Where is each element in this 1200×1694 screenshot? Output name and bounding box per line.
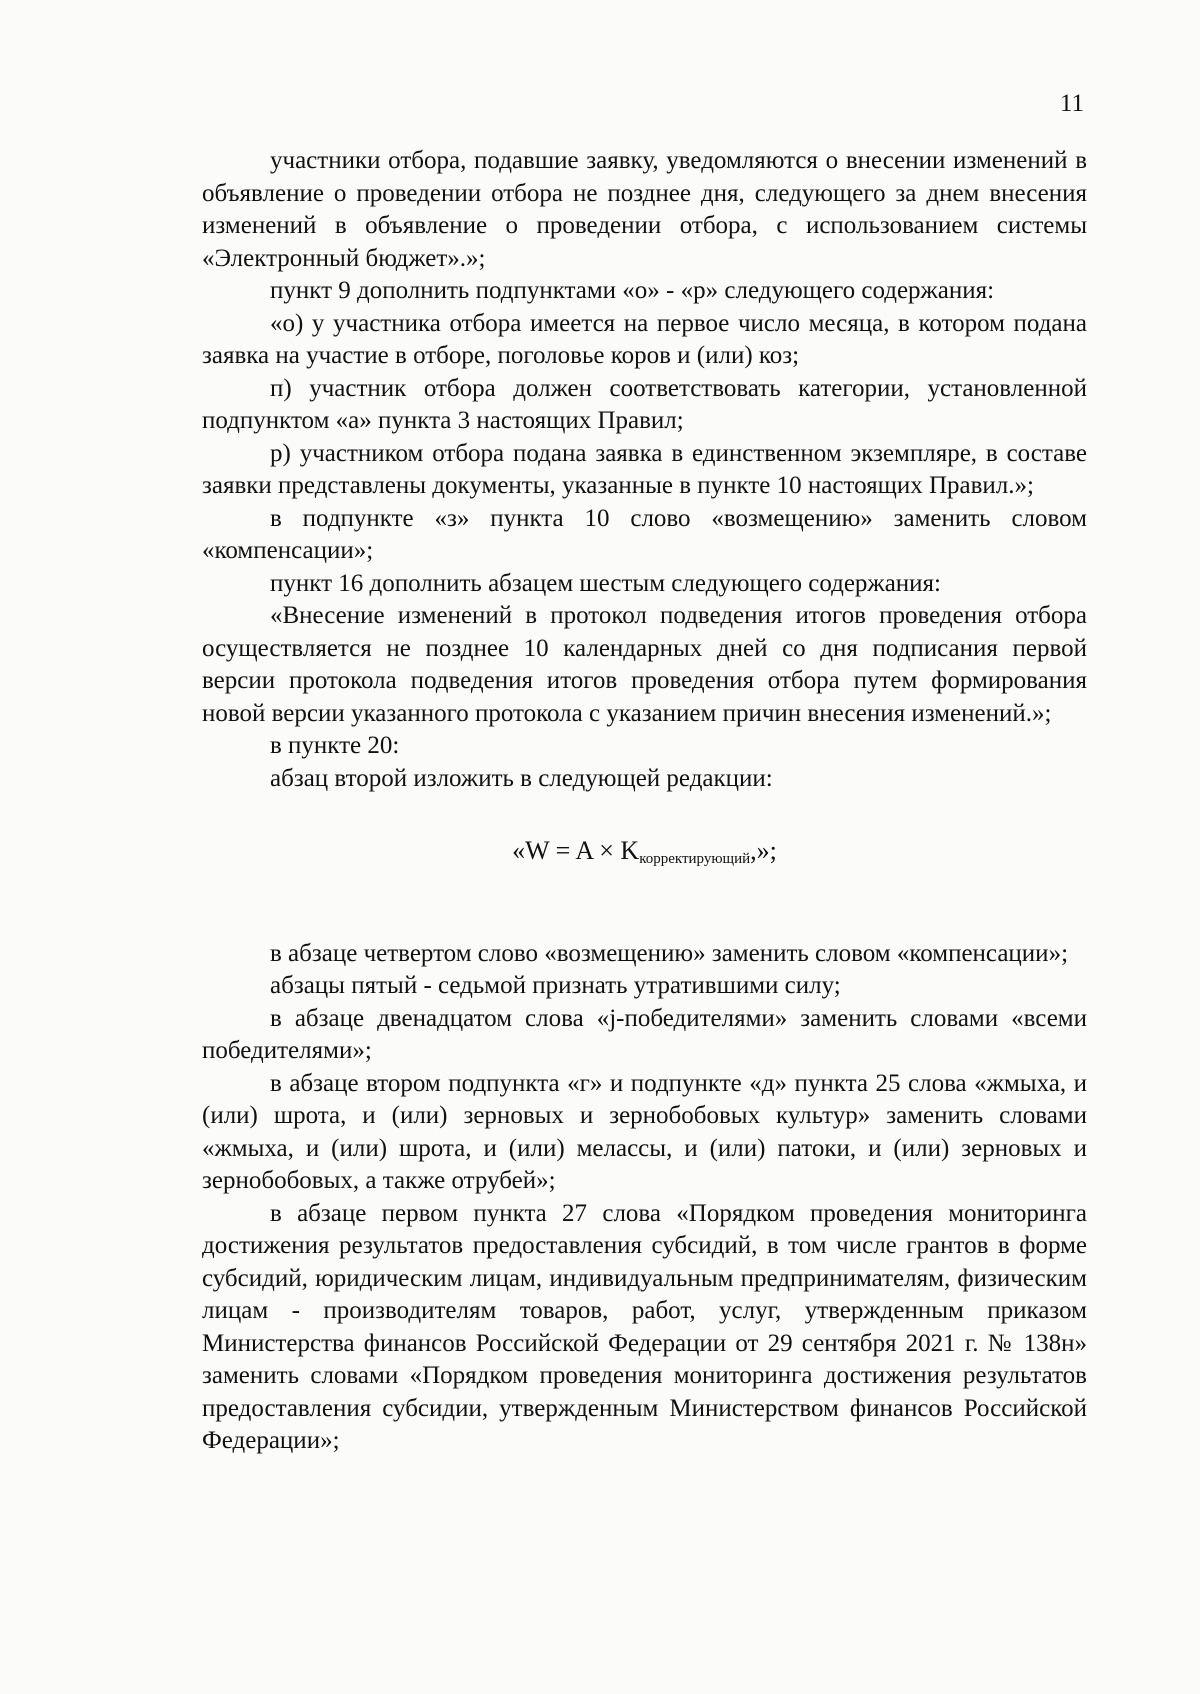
page-number: 11 [1059, 90, 1084, 117]
paragraph: п) участник отбора должен соответствовать категории, установленной подпунктом «а» пункта 3 настоящих Правил; [202, 374, 1087, 434]
paragraph: участники отбора, подавшие заявку, уведомляются о внесении изменений в объявление о проведении отбора не позднее дня, следующего за днем внесения изменений в объявление о проведении отбора, с использованием системы «Электронный бюджет».»; [202, 147, 1087, 272]
paragraph: в пункте 20: [270, 732, 400, 759]
paragraph: в абзаце втором подпункта «г» и подпункте «д» пункта 25 слова «жмыха, и (или) шрота, и (или) зерновых и зернобобовых культур» заменить словами «жмыха, и (или) шрота, и (или) мелассы, и (или) патоки, и (или) зерновых и зернобобовых, а также отрубей»; [202, 1069, 1087, 1194]
formula-subscript: корректирующий [639, 851, 751, 867]
paragraph: в абзаце четвертом слово «возмещению» заменить словом «компенсации»; [270, 939, 1069, 967]
formula-main: «W = A × K [512, 836, 640, 865]
formula-suffix: ,»; [750, 836, 777, 865]
paragraph: «Внесение изменений в протокол подведения итогов проведения отбора осуществляется не позднее 10 календарных дней со дня подписания первой версии протокола подведения итогов проведения отбора путем формирования новой версии указанного протокола с указанием причин внесения изменений.»; [202, 602, 1087, 727]
paragraph: р) участником отбора подана заявка в единственном экземпляре, в составе заявки представлены документы, указанные в пункте 10 настоящих Правил.»; [202, 439, 1087, 499]
paragraph: абзац второй изложить в следующей редакции: [270, 764, 773, 792]
paragraph: пункт 9 дополнить подпунктами «о» - «р» следующего содержания: [270, 277, 995, 304]
paragraph: в абзаце двенадцатом слова «j-победителями» заменить словами «всеми победителями»; [202, 1004, 1087, 1064]
document-body [202, 145, 1087, 1458]
paragraph: пункт 16 дополнить абзацем шестым следующего содержания: [270, 569, 941, 597]
formula [202, 835, 1087, 876]
paragraph: в абзаце первом пункта 27 слова «Порядком проведения мониторинга достижения результатов предоставления субсидий, в том числе грантов в форме субсидий, юридическим лицам, индивидуальным предпринимателям, физическим лицам - производителям товаров, работ, услуг, утвержденным приказом Министерства финансов Российской Федерации от 29 сентября 2021 г. № 138н» заменить словами «Порядком проведения мониторинга достижения результатов предоставления субсидии, утвержденным Министерством финансов Российской Федерации»; [202, 1199, 1087, 1454]
paragraph: в подпункте «з» пункта 10 слово «возмещению» заменить словом «компенсации»; [202, 504, 1087, 564]
paragraph: «о) у участника отбора имеется на первое число месяца, в котором подана заявка на участие в отборе, поголовье коров и (или) коз; [202, 309, 1087, 369]
paragraph: абзацы пятый - седьмой признать утратившими силу; [270, 972, 841, 999]
